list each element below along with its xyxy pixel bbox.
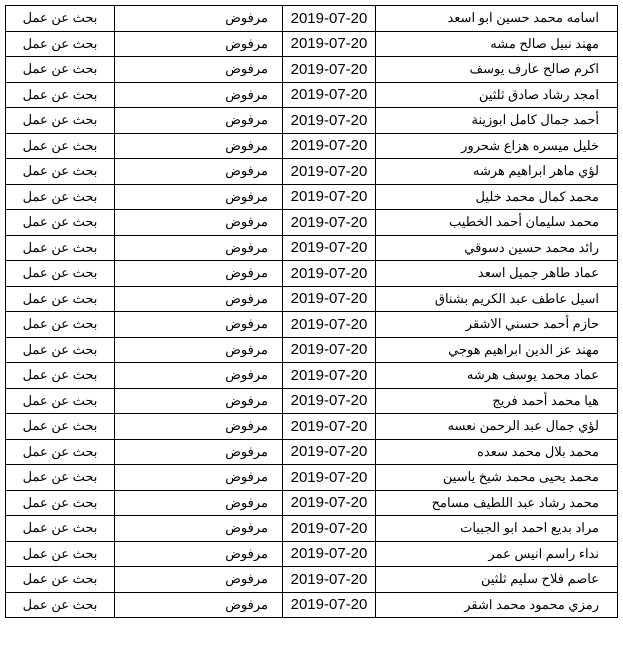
date-cell: 2019-07-20 [283,388,376,414]
table-row [6,439,618,465]
status-cell: بحث عن عمل [6,567,115,593]
result-cell: مرفوض [115,235,283,261]
name-cell: رمزي محمود محمد اشقر [376,592,618,618]
result-cell: مرفوض [115,490,283,516]
name-cell: أحمد جمال كامل ابوزينة [376,108,618,134]
date-cell: 2019-07-20 [283,414,376,440]
name-cell: محمد رشاد عبد اللطيف مسامح [376,490,618,516]
result-cell: مرفوض [115,286,283,312]
table-row [6,57,618,83]
date-cell: 2019-07-20 [283,286,376,312]
date-cell: 2019-07-20 [283,31,376,57]
status-cell: بحث عن عمل [6,184,115,210]
results-sheet [5,5,618,618]
name-cell: محمد يحيى محمد شيخ ياسين [376,465,618,491]
table-row [6,414,618,440]
applicants-table [5,5,618,618]
date-cell: 2019-07-20 [283,567,376,593]
date-cell: 2019-07-20 [283,312,376,338]
result-cell: مرفوض [115,210,283,236]
result-cell: مرفوض [115,414,283,440]
date-cell: 2019-07-20 [283,490,376,516]
status-cell: بحث عن عمل [6,388,115,414]
status-cell: بحث عن عمل [6,337,115,363]
status-cell: بحث عن عمل [6,133,115,159]
result-cell: مرفوض [115,465,283,491]
status-cell: بحث عن عمل [6,6,115,32]
name-cell: لؤي ماهر ابراهيم هرشه [376,159,618,185]
table-row [6,210,618,236]
date-cell: 2019-07-20 [283,210,376,236]
table-row [6,516,618,542]
name-cell: امجد رشاد صادق ثلثين [376,82,618,108]
status-cell: بحث عن عمل [6,57,115,83]
status-cell: بحث عن عمل [6,312,115,338]
applicants-table-body [6,6,618,618]
name-cell: رائد محمد حسين دسوقي [376,235,618,261]
result-cell: مرفوض [115,337,283,363]
status-cell: بحث عن عمل [6,465,115,491]
table-row [6,337,618,363]
date-cell: 2019-07-20 [283,159,376,185]
name-cell: عماد طاهر جميل اسعد [376,261,618,287]
status-cell: بحث عن عمل [6,414,115,440]
name-cell: محمد كمال محمد خليل [376,184,618,210]
name-cell: حازم أحمد حسني الاشقر [376,312,618,338]
name-cell: اسيل عاطف عبد الكريم بشناق [376,286,618,312]
table-row [6,490,618,516]
name-cell: محمد سليمان أحمد الخطيب [376,210,618,236]
date-cell: 2019-07-20 [283,82,376,108]
status-cell: بحث عن عمل [6,261,115,287]
status-cell: بحث عن عمل [6,541,115,567]
table-row [6,567,618,593]
date-cell: 2019-07-20 [283,363,376,389]
name-cell: محمد بلال محمد سعده [376,439,618,465]
date-cell: 2019-07-20 [283,235,376,261]
name-cell: لؤي جمال عبد الرحمن نعسه [376,414,618,440]
date-cell: 2019-07-20 [283,337,376,363]
result-cell: مرفوض [115,133,283,159]
name-cell: خليل ميسره هزاع شحرور [376,133,618,159]
result-cell: مرفوض [115,541,283,567]
table-row [6,159,618,185]
table-row [6,82,618,108]
table-row [6,261,618,287]
table-row [6,31,618,57]
status-cell: بحث عن عمل [6,363,115,389]
date-cell: 2019-07-20 [283,184,376,210]
result-cell: مرفوض [115,82,283,108]
table-row [6,465,618,491]
status-cell: بحث عن عمل [6,439,115,465]
table-row [6,363,618,389]
table-row [6,108,618,134]
status-cell: بحث عن عمل [6,210,115,236]
table-row [6,312,618,338]
result-cell: مرفوض [115,184,283,210]
name-cell: مهند عز الدين ابراهيم هوجي [376,337,618,363]
name-cell: مهند نبيل صالح مشه [376,31,618,57]
result-cell: مرفوض [115,108,283,134]
date-cell: 2019-07-20 [283,516,376,542]
name-cell: مراد بديع احمد ابو الجبيات [376,516,618,542]
date-cell: 2019-07-20 [283,592,376,618]
status-cell: بحث عن عمل [6,82,115,108]
status-cell: بحث عن عمل [6,159,115,185]
name-cell: اسامه محمد حسين ابو اسعد [376,6,618,32]
date-cell: 2019-07-20 [283,6,376,32]
name-cell: اكرم صالح عارف يوسف [376,57,618,83]
result-cell: مرفوض [115,388,283,414]
date-cell: 2019-07-20 [283,108,376,134]
date-cell: 2019-07-20 [283,133,376,159]
status-cell: بحث عن عمل [6,286,115,312]
status-cell: بحث عن عمل [6,235,115,261]
name-cell: نداء راسم انيس عمر [376,541,618,567]
result-cell: مرفوض [115,6,283,32]
table-row [6,388,618,414]
result-cell: مرفوض [115,312,283,338]
table-row [6,133,618,159]
result-cell: مرفوض [115,261,283,287]
table-row [6,541,618,567]
result-cell: مرفوض [115,592,283,618]
date-cell: 2019-07-20 [283,465,376,491]
date-cell: 2019-07-20 [283,541,376,567]
name-cell: عاصم فلاح سليم ثلثين [376,567,618,593]
date-cell: 2019-07-20 [283,439,376,465]
result-cell: مرفوض [115,57,283,83]
table-row [6,592,618,618]
table-row [6,6,618,32]
status-cell: بحث عن عمل [6,108,115,134]
status-cell: بحث عن عمل [6,31,115,57]
table-row [6,235,618,261]
status-cell: بحث عن عمل [6,516,115,542]
name-cell: هيا محمد أحمد فريج [376,388,618,414]
status-cell: بحث عن عمل [6,592,115,618]
date-cell: 2019-07-20 [283,261,376,287]
result-cell: مرفوض [115,439,283,465]
result-cell: مرفوض [115,363,283,389]
table-row [6,184,618,210]
name-cell: عماد محمد يوسف هرشه [376,363,618,389]
status-cell: بحث عن عمل [6,490,115,516]
table-row [6,286,618,312]
result-cell: مرفوض [115,567,283,593]
date-cell: 2019-07-20 [283,57,376,83]
result-cell: مرفوض [115,31,283,57]
result-cell: مرفوض [115,516,283,542]
result-cell: مرفوض [115,159,283,185]
